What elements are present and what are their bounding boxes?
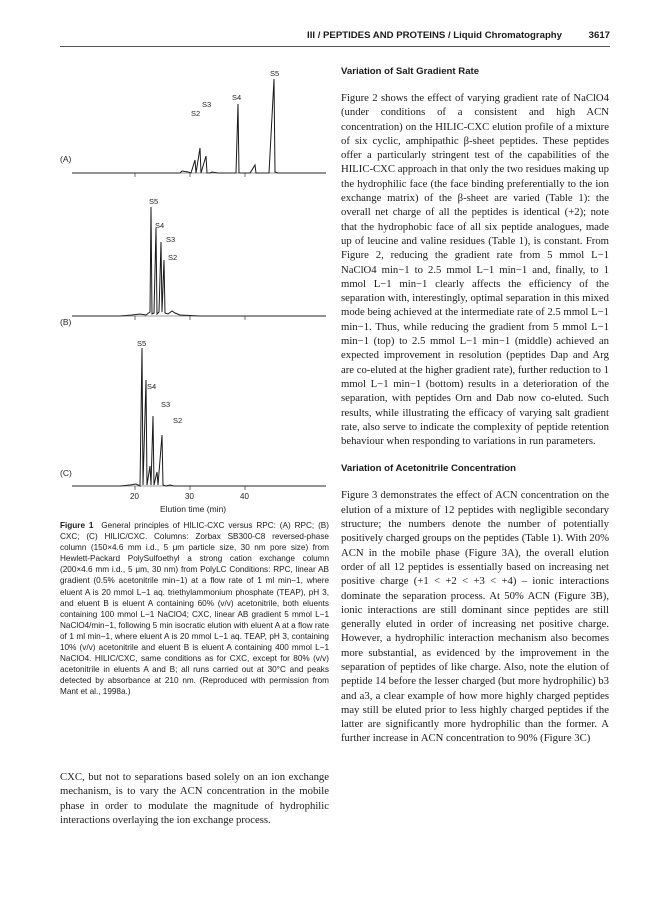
peak-label-s3: S3 <box>161 400 171 409</box>
chromatogram-figure <box>60 62 334 517</box>
running-head-title: III / PEPTIDES AND PROTEINS / Liquid Chromatography <box>307 30 562 41</box>
peak-label-s4: S4 <box>147 382 157 391</box>
x-axis-title: Elution time (min) <box>160 504 227 514</box>
panel-b-trace <box>72 207 326 316</box>
figure-caption <box>60 520 329 698</box>
peak-label-s2: S2 <box>168 253 178 262</box>
running-head <box>60 30 610 47</box>
chromatogram-svg <box>60 62 334 517</box>
panel-c <box>60 339 326 490</box>
peak-label-s2: S2 <box>173 416 183 425</box>
peak-label-s5: S5 <box>149 197 159 206</box>
peak-label-s2: S2 <box>191 109 201 118</box>
peak-label-s3: S3 <box>166 235 176 244</box>
caption-text: General principles of HILIC-CXC versus RPC: (A) RPC; (B) CXC; (C) HILIC/CXC. Columns: Zorbax SB300-C8 reversed-phase column (150×4.6 mm i.d., 5 μm particle size, 30 nm pore size) from Hewlett-Packard PolySulfoethyl a strong cation exchange column (200×4.6 mm i.d., 5 μm, 30 nm) from PolyLC Conditions: RPC, linear AB gradient (0.5% acetonitrile min−1) at a flow rate of 1 ml min−1, where eluent A is 20 mmol L−1 aq. triethylammonium phosphate (TEAP), pH 3, and eluent B is eluent A containing 60% (v/v) acetonitrile, both eluents containing 100 mmol L−1 NaClO4; CXC, linear AB gradient 5 mmol L−1 NaClO4/min−1, following 5 min isocratic elution with eluent A at a flow rate of 1 ml min−1, where eluent A is 20 mmol L−1 aq. TEAP, pH 3, containing 10% (v/v) acetonitrile and eluent B is eluent A containing 400 mmol L−1 NaClO4. HILIC/CXC, same conditions as for CXC, except for 80% (v/v) acetonitrile in eluents A and B; all runs carried out at 30°C and peaks detected by absorbance at 210 nm. (Reproduced with permission from Mant et al., 1998a.) <box>60 521 329 697</box>
panel-b <box>60 197 326 327</box>
peak-label-s4: S4 <box>155 221 165 230</box>
x-tick-label-20: 20 <box>130 492 139 501</box>
panel-a-label: (A) <box>60 154 72 164</box>
panel-b-label: (B) <box>60 317 72 327</box>
right-column <box>341 66 609 746</box>
panel-c-label: (C) <box>60 468 72 478</box>
paragraph: Figure 3 demonstrates the effect of ACN concentration on the elution of a mixture of 12 peptides with negligible secondary structure; the numbers denote the number of potentially positively charged groups on the peptides (Table 1). With 20% ACN in the mobile phase (Figure 3A), the overall elution order of all 12 peptides is essentially based on increasing net positive charge (+1 < +2 < +3 < +4) – ionic interactions dominate the separation process. At 50% ACN (Figure 3B), ionic interactions are still dominant since peptides are still generally eluted in order of increasing net positive charge. However, a hydrophilic interaction mechanism also becomes more substantial, as evidenced by the improvement in the separation of peptides of like charge. Also, note the elution of peptide 14 before the lesser charged (but more hydrophilic) b3 and a3, a clear example of how more highly charged peptides may still be eluted prior to less highly charged peptides if the latter are significantly more hydrophilic than the former. A further increase in ACN concentration to 90% (Figure 3C) <box>341 489 609 745</box>
x-tick-label-30: 30 <box>185 492 194 501</box>
left-column-text <box>60 770 329 827</box>
peak-label-s3: S3 <box>202 100 212 109</box>
section-heading: Variation of Acetonitrile Concentration <box>341 463 517 475</box>
paragraph: CXC, but not to separations based solely on an ion exchange mechanism, is to vary the ACN concentration in the mobile phase in order to modulate the magnitude of hydrophilic interactions overlaying the ion exchange process. <box>60 771 329 826</box>
section-heading: Variation of Salt Gradient Rate <box>341 66 480 77</box>
panel-c-trace <box>72 348 326 486</box>
page-number: 3617 <box>588 30 610 41</box>
x-tick-label-40: 40 <box>240 492 249 501</box>
panel-a-trace <box>72 79 326 173</box>
peak-label-s5: S5 <box>270 69 280 78</box>
caption-label: Figure 1 <box>60 521 94 530</box>
paragraph: Figure 2 shows the effect of varying gradient rate of NaClO4 (under conditions of a consistent and high ACN concentration) on the HILIC-CXC elution profile of a mixture of six cyclic, amphipathic β-sheet peptides. These peptides offer a particularly stringent test of the capabilities of the HILIC-CXC approach in that only the two residues making up the hydrophilic face (the face binding preferentially to the ion exchange matrix) of the β-sheet are varied (Table 1): the overall net charge of all the peptides is identical (+2); note that the hydrophobic face of all six peptide analogues, made up of leucine and valine residues (Table 1), is constant. From Figure 2, reducing the gradient rate from 5 mmol L−1 NaClO4 min−1 to 2.5 mmol L−1 min−1 and, finally, to 1 mmol L−1 min−1 clearly affects the efficiency of the separation with, interestingly, optimal separation in this mixed mode being achieved at the intermediate rate of 2.5 mmol L−1 min−1. Thus, while reducing the gradient from 5 mmol L−1 min−1 (top) to 2.5 mmol L−1 min−1 (middle) achieved an expected improvement in resolution (peptides Dap and Arg are co-eluted at the higher gradient rate), further reduction to 1 mmol L−1 min−1 (bottom) results in a deterioration of the separation, with peptides Orn and Dab now co-eluted. Such results, while illustrating the efficacy of varying salt gradient rate, also serve to indicate the complexity of peptide retention behaviour when responding to variations in run parameters. <box>341 92 609 448</box>
peak-label-s5: S5 <box>137 339 147 348</box>
peak-label-s4: S4 <box>232 93 242 102</box>
panel-a <box>60 69 326 177</box>
